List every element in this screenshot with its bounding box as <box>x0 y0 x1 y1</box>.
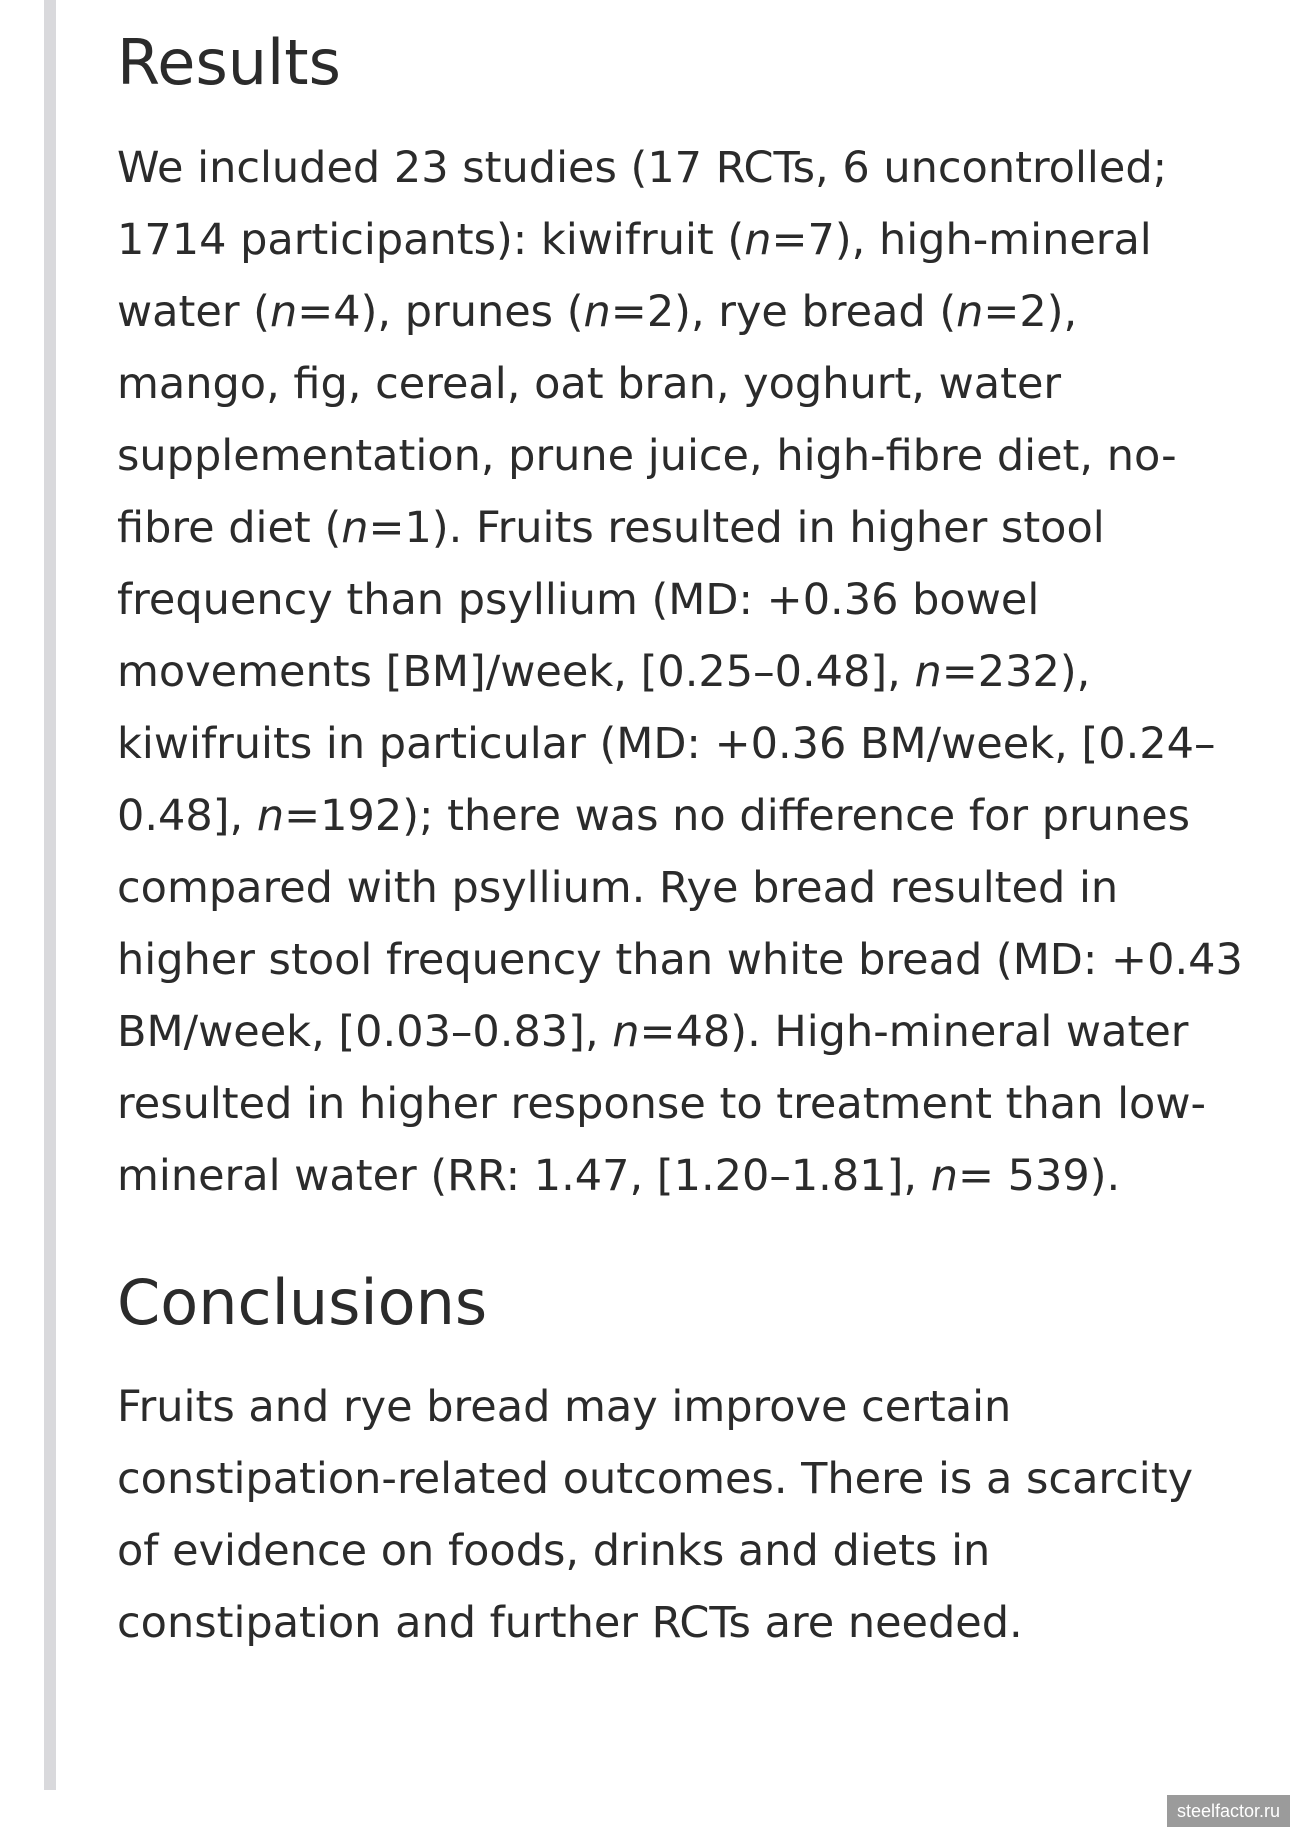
results-heading: Results <box>117 26 341 99</box>
sample-size-symbol: n <box>341 503 369 553</box>
results-text: =232), kiwifruits in particular (MD: +0.36 BM/week, [0.24–0.48], <box>117 647 1216 841</box>
sample-size-symbol: n <box>930 1151 958 1201</box>
results-text: =1). Fruits resulted in higher stool frequency than psyllium (MD: +0.36 bowel movements [BM]/week, [0.25–0.48], <box>117 503 1105 697</box>
conclusions-heading: Conclusions <box>117 1266 488 1339</box>
results-text: =192); there was no difference for prunes compared with psyllium. Rye bread resulted in higher stool frequency than white bread (MD: +0.43 BM/week, [0.03–0.83], <box>117 791 1243 1057</box>
sample-size-symbol: n <box>956 287 984 337</box>
blockquote-bar <box>44 0 56 1790</box>
sample-size-symbol: n <box>914 647 942 697</box>
results-text: =2), rye bread ( <box>610 287 957 337</box>
sample-size-symbol: n <box>256 791 285 841</box>
sample-size-symbol: n <box>269 287 298 337</box>
site-watermark: steelfactor.ru <box>1167 1795 1290 1827</box>
abstract-content <box>117 0 1247 1659</box>
sample-size-symbol: n <box>583 287 611 337</box>
results-text: We included 23 studies (17 RCTs, 6 uncontrolled; 1714 participants): kiwifruit ( <box>117 143 1168 265</box>
results-text: =4), prunes ( <box>297 287 584 337</box>
results-text: =2), mango, fig, cereal, oat bran, yoghurt, water supplementation, prune juice, high-fibre diet, no-fibre diet ( <box>117 287 1177 553</box>
results-text: =7), high-mineral water ( <box>117 215 1152 337</box>
sample-size-symbol: n <box>612 1007 640 1057</box>
results-text: =48). High-mineral water resulted in higher response to treatment than low-mineral water (RR: 1.47, [1.20–1.81], <box>117 1007 1207 1201</box>
results-paragraph <box>117 132 1247 1212</box>
conclusions-paragraph: Fruits and rye bread may improve certain constipation-related outcomes. There is a scarcity of evidence on foods, drinks and diets in constipation and further RCTs are needed. <box>117 1382 1194 1648</box>
sample-size-symbol: n <box>744 215 772 265</box>
results-text: = 539). <box>957 1151 1121 1201</box>
